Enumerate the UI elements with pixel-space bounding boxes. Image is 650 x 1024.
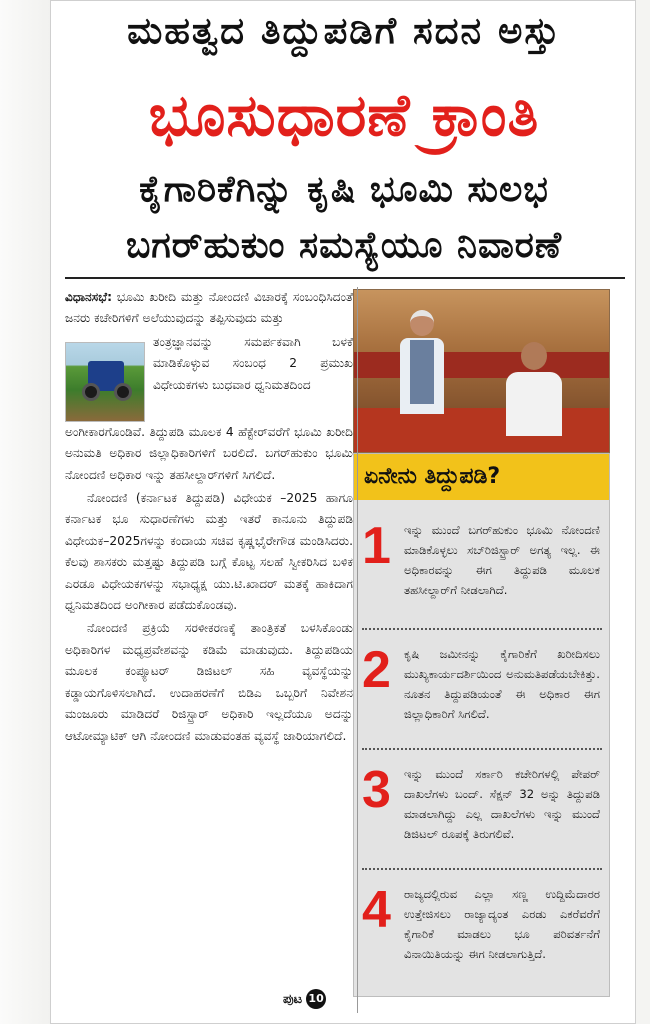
body-paragraph-1-rest: ಅಂಗೀಕಾರಗೊಂಡಿವೆ. ತಿದ್ದುಪಡಿ ಮೂಲಕ 4 ಹೆಕ್ಟೇರ್‌ವರೆಗೆ ಭೂಮಿ ಖರೀದಿ ಅನುಮತಿ ಅಧಿಕಾರ ಜಿಲ್ಲಾಧಿಕಾರಿಗಳಿಗೆ ಬರಲಿದೆ. ಬಗರ್‌ಹುಕುಂ ಭೂಮಿ ನೋಂದಣಿ ಅಧಿಕಾರ ಇನ್ನು ತಹಸೀಲ್ದಾರ್‌ಗಳಿಗೆ ಸಿಗಲಿದೆ. bbox=[65, 424, 353, 482]
dotted-divider bbox=[362, 868, 602, 870]
dotted-divider bbox=[362, 748, 602, 750]
continued-page-number: 10 bbox=[306, 989, 326, 1009]
photo-bench bbox=[354, 352, 610, 378]
continued-label: ಪುಟ bbox=[283, 991, 303, 1007]
body-paragraph-3: ನೋಂದಣಿ ಪ್ರಕ್ರಿಯೆ ಸರಳೀಕರಣಕ್ಕೆ ತಾಂತ್ರಿಕತೆ ಬಳಸಿಕೊಂಡು ಅಧಿಕಾರಿಗಳ ಮಧ್ಯಪ್ರವೇಶವನ್ನು ಕಡಿಮೆ ಮಾಡುವುದು. ತಿದ್ದುಪಡಿಯ ಮೂಲಕ ಕಂಪ್ಯೂಟರ್ ಡಿಜಿಟಲ್ ಸಹಿ ವ್ಯವಸ್ಥೆಯನ್ನು ಕಡ್ಡಾಯಗೊಳಿಸಲಾಗಿದೆ. ಉದಾಹರಣೆಗೆ ಬಿಡಿಎ ಒಬ್ಬರಿಗೆ ನಿವೇಶನ ಮಂಜೂರು ಮಾಡಿದರೆ ರಿಜಿಸ್ಟ್ರಾರ್ ಅಧಿಕಾರಿ ಇಲ್ಲದೆಯೂ ಅದನ್ನು ಆಟೋಮ್ಯಾಟಿಕ್ ಆಗಿ ನೋಂದಣಿ ಮಾಡುವಂತಹ ವ್ಯವಸ್ಥೆ ಜಾರಿಯಾಗಲಿದೆ. bbox=[65, 621, 353, 743]
thumb-wrap bbox=[65, 332, 353, 422]
assembly-photo bbox=[353, 289, 610, 453]
amendment-number: 3 bbox=[362, 761, 391, 819]
headline-rule bbox=[65, 277, 625, 279]
article-headline: ಭೂಸುಧಾರಣೆ ಕ್ರಾಂತಿ bbox=[148, 81, 540, 149]
dotted-divider bbox=[362, 628, 602, 630]
article-subhead-2: ಬಗರ್‌ಹುಕುಂ ಸಮಸ್ಯೆಯೂ ನಿವಾರಣೆ bbox=[125, 225, 563, 266]
continued-on-page[interactable] bbox=[283, 989, 326, 1009]
newspaper-page bbox=[50, 0, 636, 1024]
amendments-sidebar bbox=[353, 453, 610, 997]
tractor-thumbnail bbox=[65, 342, 145, 422]
dateline: ವಿಧಾನಸಭೆ: bbox=[65, 290, 112, 304]
article-body bbox=[65, 287, 353, 749]
amendment-number: 1 bbox=[362, 517, 391, 575]
amendment-text: ರಾಜ್ಯದಲ್ಲಿರುವ ಎಲ್ಲಾ ಸಣ್ಣ ಉದ್ದಿಮೆದಾರರ ಉತ್ತೇಜಿಸಲು ರಾಜ್ಯಾದ್ಯಂತ ಎರಡು ಎಕರೆವರೆಗೆ ಕೈಗಾರಿಕೆ ಮಾಡಲು ಭೂ ಪರಿವರ್ತನೆಗೆ ವಿನಾಯಿತಿಯನ್ನು ಈಗ ನೀಡಲಾಗುತ್ತಿದೆ. bbox=[404, 887, 600, 961]
body-paragraph-1-wrap: ತಂತ್ರಜ್ಞಾನವನ್ನು ಸಮರ್ಪಕವಾಗಿ ಬಳಕೆ ಮಾಡಿಕೊಳ್ಳುವ ಸಂಬಂಧ 2 ಪ್ರಮುಖ ವಿಧೇಯಕಗಳು ಬುಧವಾರ ಧ್ವನಿಮತದಿಂದ bbox=[153, 334, 353, 392]
photo-speaker bbox=[398, 310, 446, 430]
photo-bench bbox=[354, 408, 610, 453]
amendment-number: 2 bbox=[362, 641, 391, 699]
photo-seated-member bbox=[504, 342, 564, 442]
body-paragraph-2: ನೋಂದಣಿ (ಕರ್ನಾಟಕ ತಿದ್ದುಪಡಿ) ವಿಧೇಯಕ –2025 ಹಾಗೂ ಕರ್ನಾಟಕ ಭೂ ಸುಧಾರಣೆಗಳು ಮತ್ತು ಇತರೆ ಕಾನೂನು ತಿದ್ದುಪಡಿ ವಿಧೇಯಕ–2025ಗಳನ್ನು ಕಂದಾಯ ಸಚಿವ ಕೃಷ್ಣಭೈರೇಗೌಡ ಮಂಡಿಸಿದರು. ಕೆಲವು ಶಾಸಕರು ಮತ್ತಷ್ಟು ತಿದ್ದುಪಡಿ ಬಗ್ಗೆ ಕೊಟ್ಟ ಸಲಹೆ ಸ್ವೀಕರಿಸಿದ ಬಳಿಕ ಎರಡೂ ವಿಧೇಯಕಗಳನ್ನು ಸಭಾಧ್ಯಕ್ಷ ಯು.ಟಿ.ಖಾದರ್ ಮತಕ್ಕೆ ಹಾಕಿದಾಗ ಧ್ವನಿಮತದಿಂದ ಅಂಗೀಕಾರ ಪಡೆದುಕೊಂಡವು. bbox=[65, 491, 353, 613]
wheel-icon bbox=[82, 383, 100, 401]
amendment-text: ಇನ್ನು ಮುಂದೆ ಬಗರ್‌ಹುಕುಂ ಭೂಮಿ ನೋಂದಣಿ ಮಾಡಿಕೊಳ್ಳಲು ಸಬ್‌ರಿಜಿಸ್ಟ್ರಾರ್ ಅಗತ್ಯ ಇಲ್ಲ. ಈ ಅಧಿಕಾರವನ್ನು ಈಗ ತಿದ್ದುಪಡಿ ಮೂಲಕ ತಹಸೀಲ್ದಾರ್‌ಗೆ ನೀಡಲಾಗಿದೆ. bbox=[404, 523, 600, 597]
sidebar-title: ಏನೇನು ತಿದ್ದುಪಡಿ? bbox=[354, 454, 609, 500]
amendment-text: ಕೃಷಿ ಜಮೀನನ್ನು ಕೈಗಾರಿಕೆಗೆ ಖರೀದಿಸಲು ಮುಖ್ಯಕಾರ್ಯದರ್ಶಿಯಿಂದ ಅನುಮತಿಪಡೆಯಬೇಕಿತ್ತು. ನೂತನ ತಿದ್ದುಪಡಿಯಂತೆ ಈ ಅಧಿಕಾರ ಈಗ ಜಿಲ್ಲಾಧಿಕಾರಿಗೆ ಸಿಗಲಿದೆ. bbox=[404, 647, 600, 721]
paper-edge bbox=[0, 0, 50, 1024]
amendment-text: ಇನ್ನು ಮುಂದೆ ಸರ್ಕಾರಿ ಕಚೇರಿಗಳಲ್ಲಿ ಪೇಪರ್ ದಾಖಲೆಗಳು ಬಂದ್. ಸೆಕ್ಷನ್ 32 ಅನ್ನು ತಿದ್ದುಪಡಿ ಮಾಡಲಾಗಿದ್ದು ಎಲ್ಲ ದಾಖಲೆಗಳು ಇನ್ನು ಮುಂದೆ ಡಿಜಿಟಲ್ ರೂಪಕ್ಕೆ ತಿರುಗಲಿವೆ. bbox=[404, 767, 600, 841]
article-subhead-1: ಕೈಗಾರಿಕೆಗಿನ್ನು ಕೃಷಿ ಭೂಮಿ ಸುಲಭ bbox=[139, 169, 549, 210]
body-text: ಭೂಮಿ ಖರೀದಿ ಮತ್ತು ನೋಂದಣಿ ವಿಚಾರಕ್ಕೆ ಸಂಬಂಧಿಸಿದಂತೆ ಜನರು ಕಚೇರಿಗಳಿಗೆ ಅಲೆಯುವುದನ್ನು ತಪ್ಪಿಸುವುದು ಮತ್ತು bbox=[65, 290, 354, 326]
wheel-icon bbox=[114, 383, 132, 401]
column-divider bbox=[357, 287, 358, 1013]
article-kicker: ಮಹತ್ವದ ತಿದ್ದುಪಡಿಗೆ ಸದನ ಅಸ್ತು bbox=[127, 9, 561, 52]
amendment-number: 4 bbox=[362, 881, 391, 939]
body-paragraph-1-top bbox=[65, 287, 353, 330]
